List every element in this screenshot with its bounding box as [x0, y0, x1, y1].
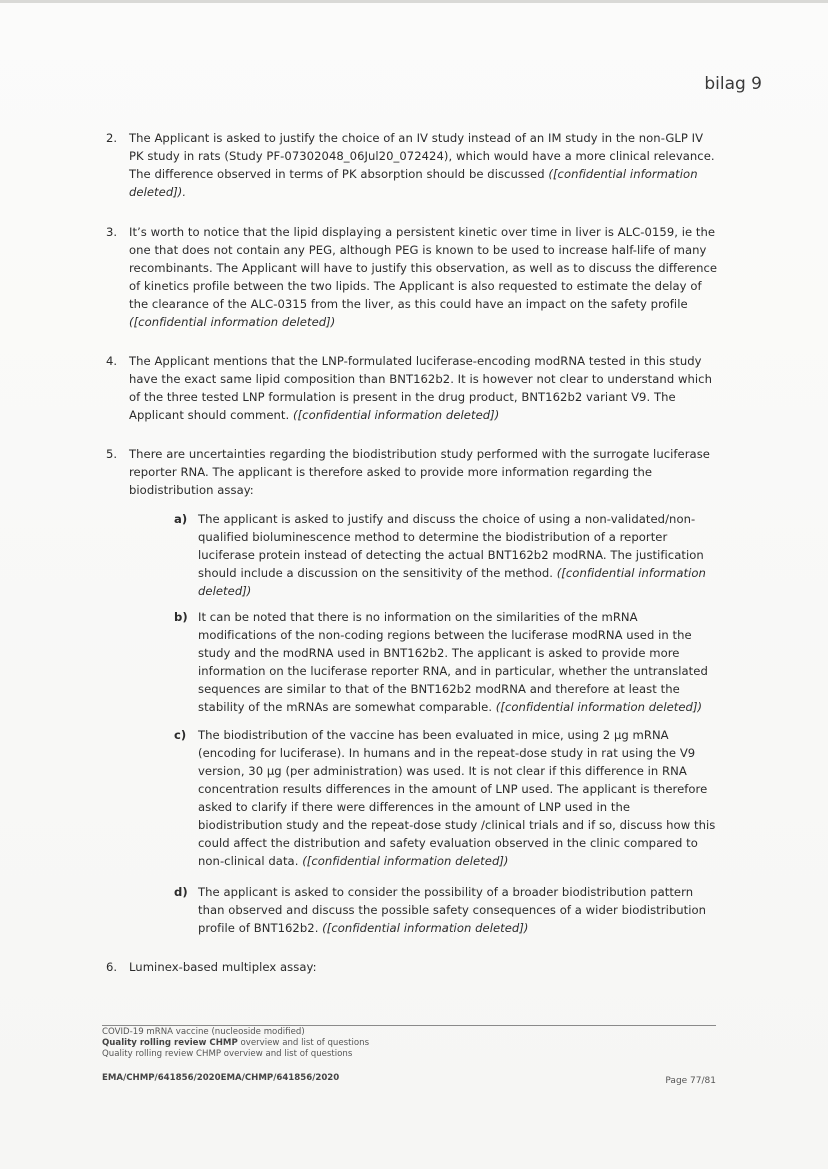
sub-item-label: b)	[174, 610, 188, 624]
paragraph-text: The biodistribution of the vaccine has been evaluated in mice, using 2 µg mRNA (encoding for luciferase). In humans and in the repeat-dose study in rat using the V9 version, 30 µg (per administration) was used. It is not clear if this difference in RNA concentration results differences in the amount of LNP used. The applicant is therefore asked to clarify if there were differences in the amount of LNP used in the biodistribution study and the repeat-dose study /clinical trials and if so, discuss how this could affect the distribution and safety evaluation observed in the clinic compared to non-clinical data.	[198, 728, 716, 868]
redaction-note: ([confidential information deleted])	[495, 700, 703, 714]
annex-stamp: bilag 9	[704, 74, 762, 94]
footer-product-line: COVID-19 mRNA vaccine (nucleoside modified)	[102, 1027, 305, 1037]
footer-review-rest: overview and list of questions	[237, 1038, 370, 1048]
sub-item-c	[174, 726, 718, 872]
list-item-6	[106, 958, 718, 976]
list-number: 3.	[106, 225, 118, 239]
paragraph-text: The Applicant mentions that the LNP-formulated luciferase-encoding modRNA tested in this study have the exact same lipid composition than BNT162b2. It is however not clear to understand which of the three tested LNP formulation is present in the drug product, BNT162b2 variant V9. The Applicant should comment.	[129, 354, 713, 422]
footer-review-line	[102, 1038, 369, 1049]
list-item-text	[129, 352, 721, 424]
sub-item-text	[198, 883, 718, 937]
footer-reference: EMA/CHMP/641856/2020EMA/CHMP/641856/2020	[102, 1073, 340, 1083]
paragraph-text: There are uncertainties regarding the biodistribution study performed with the surrogate luciferase reporter RNA. The applicant is therefore asked to provide more information regarding the biodistribution assay:	[129, 447, 710, 497]
sub-item-b	[174, 608, 718, 718]
paragraph-text: The Applicant is asked to justify the choice of an IV study instead of an IM study in the non-GLP IV PK study in rats (Study PF-07302048_06Jul20_072424), which would have a more clinical relevance. The difference observed in terms of PK absorption should be discussed	[129, 131, 715, 181]
list-number: 2.	[106, 131, 118, 145]
list-number: 5.	[106, 447, 118, 461]
sub-item-text	[198, 510, 718, 600]
list-item-text	[129, 445, 721, 499]
list-item-text	[129, 223, 721, 331]
list-item-4	[106, 352, 718, 424]
list-item-text	[129, 129, 721, 201]
paragraph-text: The applicant is asked to justify and discuss the choice of using a non-validated/non-qualified bioluminescence method to determine the biodistribution of a reporter luciferase protein instead of detecting the actual BNT162b2 modRNA. The justification should include a discussion on the sensitivity of the method.	[198, 512, 704, 580]
list-number: 4.	[106, 354, 118, 368]
sub-item-d	[174, 883, 718, 937]
paragraph-text: It’s worth to notice that the lipid displaying a persistent kinetic over time in liver is ALC-0159, ie the one that does not contain any PEG, although PEG is known to be used to increase half-life of many recombinants. The Applicant will have to justify this observation, as well as to discuss the difference of kinetics profile between the two lipids. The Applicant is also requested to estimate the delay of the clearance of the ALC-0315 from the liver, as this could have an impact on the safety profile	[129, 225, 718, 311]
footer-block	[102, 1027, 369, 1060]
scan-edge	[0, 0, 828, 3]
list-item-3	[106, 223, 718, 333]
redaction-note: ([confidential information deleted])	[322, 921, 529, 935]
redaction-note: ([confidential information deleted])	[302, 854, 509, 868]
list-item-text	[129, 958, 721, 976]
page-number: Page 77/81	[665, 1076, 716, 1086]
footer-review-line-plain: Quality rolling review CHMP overview and list of questions	[102, 1049, 353, 1059]
redaction-note: ([confidential information deleted]).	[129, 167, 698, 199]
list-item-5	[106, 445, 718, 499]
list-item-2	[106, 129, 718, 201]
paragraph-text: It can be noted that there is no information on the similarities of the mRNA modifications of the non-coding regions between the luciferase modRNA used in the study and the modRNA used in BNT162b2. The applicant is asked to provide more information on the luciferase reporter RNA, and in particular, whether the untranslated sequences are similar to that of the BNT162b2 modRNA and therefore at least the stability of the mRNAs are somewhat comparable.	[198, 610, 708, 714]
sub-item-label: c)	[174, 728, 187, 742]
sub-item-label: d)	[174, 885, 188, 899]
footer-review-bold: Quality rolling review CHMP	[102, 1038, 238, 1048]
redaction-note: ([confidential information deleted])	[293, 408, 500, 422]
redaction-note: ([confidential information deleted])	[198, 566, 706, 598]
footer-divider	[102, 1025, 716, 1026]
sub-item-text	[198, 726, 718, 870]
sub-item-a	[174, 510, 718, 600]
sub-item-label: a)	[174, 512, 188, 526]
paragraph-text: The applicant is asked to consider the possibility of a broader biodistribution pattern than observed and discuss the possible safety consequences of a wider biodistribution profile of BNT162b2.	[198, 885, 707, 935]
redaction-note: ([confidential information deleted])	[129, 315, 336, 329]
paragraph-text: Luminex-based multiplex assay:	[129, 960, 317, 974]
list-number: 6.	[106, 960, 118, 974]
sub-item-text	[198, 608, 718, 716]
